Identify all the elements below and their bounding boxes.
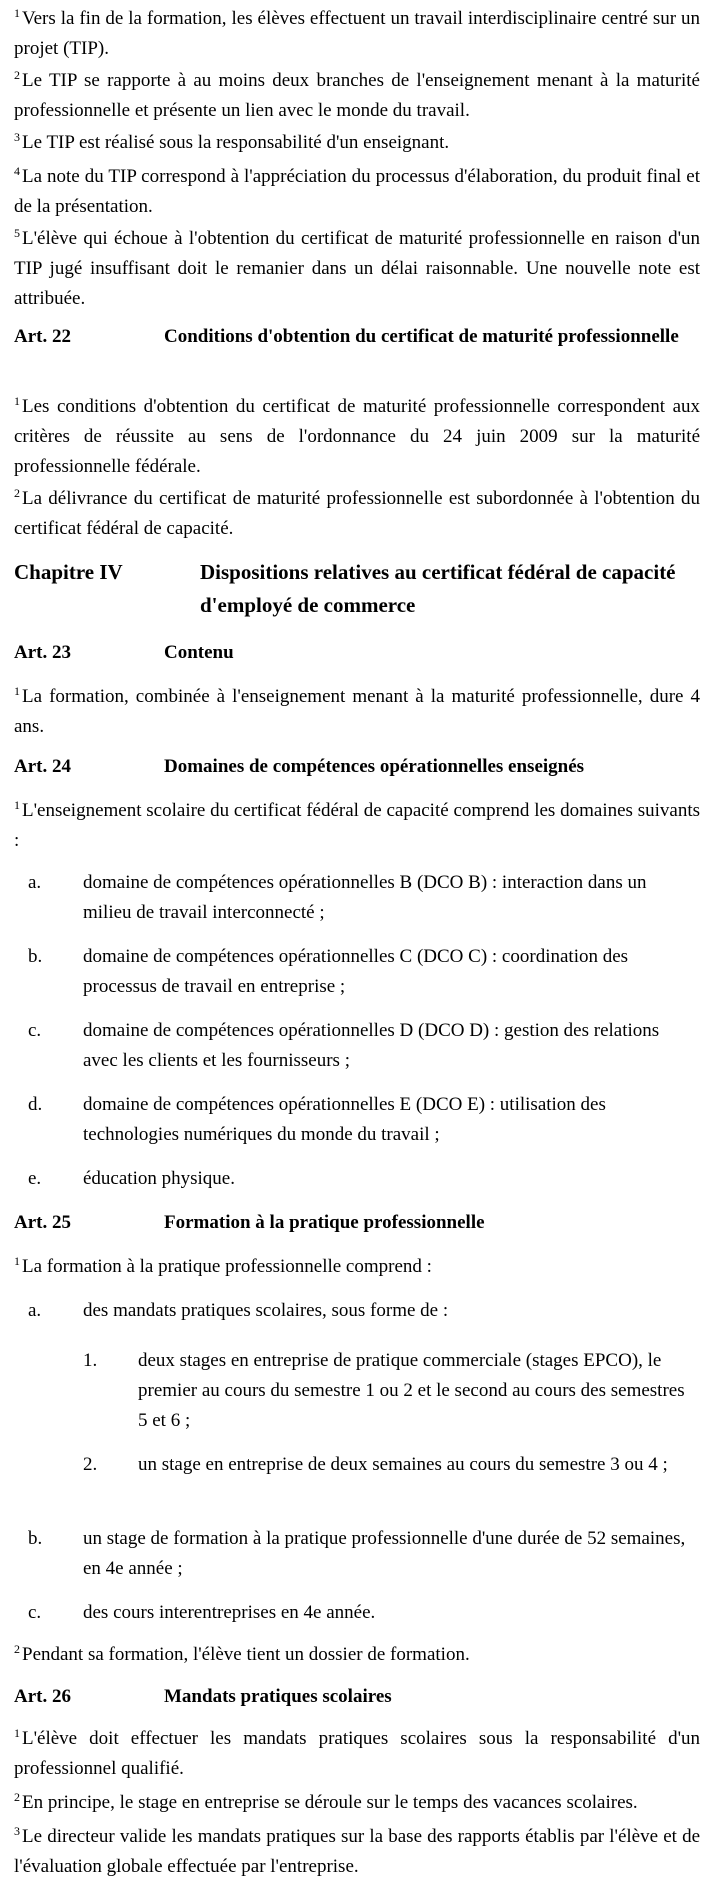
article-title: Conditions d'obtention du certificat de maturité professionnelle [164,326,679,347]
article-number: Art. 23 [14,642,71,663]
paragraph-number: 2 [14,486,20,500]
article-number: Art. 26 [14,1686,71,1707]
paragraph-text: La note du TIP correspond à l'appréciation du processus d'élaboration, du produit final et de la présentation. [14,166,700,217]
article-number: Art. 25 [14,1212,71,1233]
paragraph-number: 5 [14,226,20,240]
article-title: Domaines de compétences opérationnelles enseignés [164,756,585,777]
paragraph [14,1822,700,1882]
paragraph-text: Pendant sa formation, l'élève tient un dossier de formation. [22,1644,470,1665]
list-marker: a. [28,872,42,893]
paragraph-text: L'enseignement scolaire du certificat fédéral de capacité comprend les domaines suivants : [14,800,700,851]
paragraph-text: En principe, le stage en entreprise se déroule sur le temps des vacances scolaires. [22,1792,638,1813]
chapter-title: Dispositions relatives au certificat fédéral de capacité d'employé de commerce [200,560,676,617]
article-number: Art. 22 [14,326,71,347]
list-item-text: domaine de compétences opérationnelles B (DCO B) : interaction dans un milieu de travail interconnecté ; [83,872,647,923]
paragraph [14,66,700,126]
list-marker: b. [28,1528,43,1549]
list-marker: a. [28,1300,42,1321]
paragraph-number: 1 [14,684,20,698]
paragraph-text: Les conditions d'obtention du certificat de maturité professionnelle correspondent aux critères de réussite au sens de l'ordonnance du 24 juin 2009 sur la maturité professionnelle fédérale. [14,396,700,477]
paragraph-text: La formation à la pratique professionnelle comprend : [22,1256,432,1277]
list-marker: c. [28,1020,42,1041]
paragraph [14,392,700,482]
paragraph-text: Le TIP est réalisé sous la responsabilité d'un enseignant. [22,132,450,153]
paragraph [14,1724,700,1784]
article-title: Contenu [164,642,234,663]
paragraph [14,224,700,314]
paragraph-number: 1 [14,1726,20,1740]
paragraph-text: Vers la fin de la formation, les élèves effectuent un travail interdisciplinaire centré sur un projet (TIP). [14,8,700,59]
list-marker: e. [28,1168,42,1189]
paragraph [14,1640,700,1670]
paragraph-text: Le TIP se rapporte à au moins deux branches de l'enseignement menant à la maturité professionnelle et présente un lien avec le monde du travail. [14,70,700,121]
paragraph-text: La délivrance du certificat de maturité professionnelle est subordonnée à l'obtention du certificat fédéral de capacité. [14,488,700,539]
article-number: Art. 24 [14,756,71,777]
paragraph-text: L'élève qui échoue à l'obtention du certificat de maturité professionnelle en raison d'un TIP jugé insuffisant doit le remanier dans un délai raisonnable. Une nouvelle note est attribuée. [14,228,700,309]
paragraph [14,796,700,856]
list-item-text: domaine de compétences opérationnelles E (DCO E) : utilisation des technologies numériques du monde du travail ; [83,1094,606,1145]
paragraph-number: 4 [14,164,20,178]
list-item-text: des cours interentreprises en 4e année. [83,1602,376,1623]
paragraph-number: 2 [14,1790,20,1804]
article-title: Mandats pratiques scolaires [164,1686,392,1707]
list-item-text: domaine de compétences opérationnelles D (DCO D) : gestion des relations avec les clients et les fournisseurs ; [83,1020,660,1071]
paragraph [14,682,700,742]
paragraph-number: 2 [14,1642,20,1656]
paragraph [14,4,700,64]
paragraph [14,128,700,158]
chapter-number: Chapitre IV [14,560,123,584]
paragraph-text: L'élève doit effectuer les mandats pratiques scolaires sous la responsabilité d'un professionnel qualifié. [14,1728,700,1779]
list-marker: c. [28,1602,42,1623]
list-item-text: un stage en entreprise de deux semaines au cours du semestre 3 ou 4 ; [138,1454,668,1475]
paragraph [14,162,700,222]
paragraph-number: 3 [14,1824,20,1838]
paragraph [14,484,700,544]
list-marker: 2. [83,1454,98,1475]
list-item-text: domaine de compétences opérationnelles C (DCO C) : coordination des processus de travail en entreprise ; [83,946,629,997]
list-item-text: un stage de formation à la pratique professionnelle d'une durée de 52 semaines, en 4e année ; [83,1528,686,1579]
list-item-text: deux stages en entreprise de pratique commerciale (stages EPCO), le premier au cours du semestre 1 ou 2 et le second au cours des semestres 5 et 6 ; [138,1350,685,1431]
paragraph [14,1788,700,1818]
paragraph-number: 2 [14,68,20,82]
paragraph-number: 1 [14,6,20,20]
paragraph-text: Le directeur valide les mandats pratiques sur la base des rapports établis par l'élève et de l'évaluation globale effectuée par l'entreprise. [14,1826,700,1877]
paragraph-number: 1 [14,798,20,812]
paragraph-number: 1 [14,394,20,408]
paragraph-number: 3 [14,130,20,144]
list-marker: d. [28,1094,43,1115]
list-marker: b. [28,946,43,967]
article-title: Formation à la pratique professionnelle [164,1212,485,1233]
list-marker: 1. [83,1350,98,1371]
paragraph-number: 1 [14,1254,20,1268]
paragraph [14,1252,700,1282]
list-item-text: éducation physique. [83,1168,235,1189]
paragraph-text: La formation, combinée à l'enseignement menant à la maturité professionnelle, dure 4 ans. [14,686,700,737]
list-item-text: des mandats pratiques scolaires, sous forme de : [83,1300,449,1321]
